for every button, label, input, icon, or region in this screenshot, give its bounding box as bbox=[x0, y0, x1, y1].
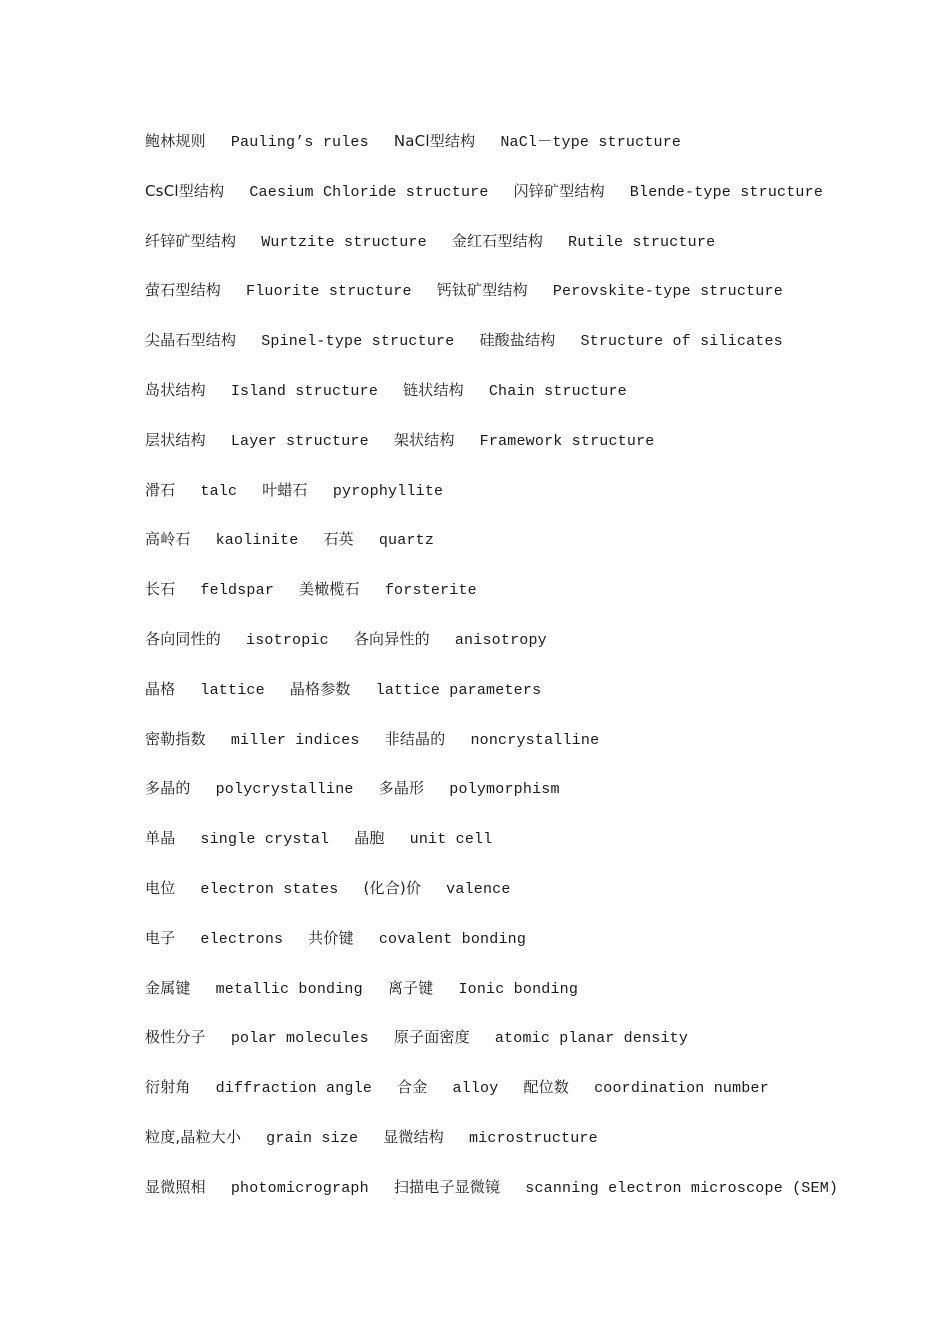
chinese-term: 各向同性的 bbox=[145, 629, 222, 648]
english-term: Chain structure bbox=[488, 382, 627, 400]
chinese-term: 链状结构 bbox=[403, 380, 464, 399]
chinese-term: 显微结构 bbox=[383, 1127, 444, 1146]
chinese-term: 美橄榄石 bbox=[299, 580, 360, 599]
glossary-line bbox=[145, 327, 835, 377]
chinese-term: 多晶的 bbox=[145, 779, 191, 798]
chinese-term: 晶格 bbox=[145, 679, 176, 698]
glossary-line bbox=[145, 1024, 835, 1074]
english-term: miller indices bbox=[230, 731, 360, 749]
english-term: grain size bbox=[266, 1129, 359, 1147]
english-term: polycrystalline bbox=[215, 781, 354, 799]
english-term: Spinel-type structure bbox=[261, 333, 455, 351]
english-term: talc bbox=[200, 482, 238, 500]
english-term: feldspar bbox=[200, 582, 275, 600]
glossary-line bbox=[145, 1174, 839, 1224]
glossary-line bbox=[145, 477, 835, 527]
chinese-term: 晶胞 bbox=[354, 829, 385, 848]
glossary-line bbox=[145, 178, 835, 228]
chinese-term: 扫描电子显微镜 bbox=[393, 1177, 501, 1196]
english-term: Blende-type structure bbox=[629, 183, 824, 201]
chinese-term: 闪锌矿型结构 bbox=[513, 181, 605, 200]
english-term: Caesium Chloride structure bbox=[249, 183, 489, 201]
chinese-term: 衍射角 bbox=[145, 1078, 191, 1097]
english-term: pyrophyllite bbox=[332, 482, 444, 500]
english-term: Structure of silicates bbox=[580, 333, 783, 351]
english-term: Perovskite-type structure bbox=[552, 283, 783, 301]
english-term: quartz bbox=[378, 532, 435, 550]
english-term: electrons bbox=[200, 930, 284, 948]
english-term: atomic planar density bbox=[494, 1030, 689, 1048]
english-term: polymorphism bbox=[449, 781, 560, 799]
english-term: diffraction angle bbox=[215, 1080, 373, 1098]
chinese-term: NaCl型结构 bbox=[393, 132, 476, 150]
glossary-line bbox=[145, 1124, 835, 1174]
chinese-term: 长石 bbox=[145, 580, 176, 599]
glossary-line bbox=[145, 626, 835, 676]
english-term: Fluorite structure bbox=[246, 283, 412, 301]
english-term: photomicrograph bbox=[230, 1179, 369, 1197]
chinese-term: 滑石 bbox=[145, 480, 176, 499]
english-term: covalent bonding bbox=[378, 930, 527, 948]
chinese-term: 电子 bbox=[145, 928, 176, 947]
glossary-line bbox=[145, 875, 835, 925]
english-term: unit cell bbox=[409, 831, 493, 849]
glossary-line bbox=[145, 576, 835, 626]
glossary-line bbox=[145, 775, 835, 825]
chinese-term: 非结晶的 bbox=[384, 729, 446, 748]
chinese-term: 高岭石 bbox=[145, 530, 191, 549]
chinese-term: 多晶形 bbox=[378, 779, 425, 798]
chinese-term: 晶格参数 bbox=[289, 679, 351, 698]
chinese-term: 金属键 bbox=[145, 978, 191, 997]
chinese-term: 钙钛矿型结构 bbox=[436, 281, 528, 300]
glossary-line bbox=[145, 676, 835, 726]
chinese-term: 萤石型结构 bbox=[145, 281, 222, 300]
english-term: polar molecules bbox=[230, 1030, 369, 1048]
english-term: lattice parameters bbox=[375, 681, 542, 699]
glossary-line bbox=[145, 825, 835, 875]
english-term: isotropic bbox=[246, 631, 329, 649]
glossary-line bbox=[145, 925, 835, 975]
chinese-term: (化合)价 bbox=[363, 878, 422, 897]
english-term: Wurtzite structure bbox=[261, 233, 427, 251]
chinese-term: 石英 bbox=[323, 530, 354, 549]
english-term: scanning electron microscope (SEM) bbox=[525, 1179, 839, 1197]
chinese-term: 各向异性的 bbox=[353, 629, 430, 648]
english-term: forsterite bbox=[384, 582, 477, 600]
glossary-line bbox=[145, 1074, 835, 1124]
chinese-term: 密勒指数 bbox=[145, 729, 206, 748]
english-term: Framework structure bbox=[479, 432, 655, 450]
glossary-line bbox=[145, 427, 835, 477]
english-term: anisotropy bbox=[454, 631, 547, 649]
chinese-term: 架状结构 bbox=[393, 430, 455, 449]
english-term: lattice bbox=[200, 681, 265, 699]
english-term: Pauling’s rules bbox=[230, 134, 369, 151]
glossary-line bbox=[145, 128, 835, 178]
chinese-term: 尖晶石型结构 bbox=[145, 331, 237, 350]
english-term: kaolinite bbox=[215, 532, 299, 550]
chinese-term: CsCl型结构 bbox=[145, 181, 225, 200]
english-term: Island structure bbox=[230, 382, 379, 400]
english-term: alloy bbox=[452, 1080, 499, 1098]
english-term: noncrystalline bbox=[470, 731, 600, 749]
chinese-term: 极性分子 bbox=[145, 1028, 206, 1047]
english-term: microstructure bbox=[469, 1129, 598, 1147]
chinese-term: 离子键 bbox=[387, 978, 434, 997]
english-term: single crystal bbox=[200, 831, 330, 849]
chinese-term: 叶蜡石 bbox=[262, 480, 308, 499]
chinese-term: 金红石型结构 bbox=[451, 231, 544, 250]
english-term: NaCl－type structure bbox=[500, 134, 682, 151]
chinese-term: 合金 bbox=[397, 1078, 428, 1097]
english-term: Rutile structure bbox=[568, 233, 716, 251]
chinese-term: 电位 bbox=[145, 878, 176, 897]
english-term: metallic bonding bbox=[215, 980, 363, 998]
glossary-list bbox=[145, 128, 839, 1224]
glossary-line bbox=[145, 277, 835, 327]
chinese-term: 共价键 bbox=[308, 928, 354, 947]
english-term: electron states bbox=[200, 880, 339, 898]
chinese-term: 显微照相 bbox=[145, 1177, 206, 1196]
chinese-term: 岛状结构 bbox=[145, 380, 206, 399]
chinese-term: 原子面密度 bbox=[393, 1028, 470, 1047]
chinese-term: 单晶 bbox=[145, 829, 176, 848]
chinese-term: 层状结构 bbox=[145, 430, 206, 449]
glossary-line bbox=[145, 975, 835, 1025]
english-term: valence bbox=[446, 880, 511, 898]
glossary-line bbox=[145, 377, 835, 427]
english-term: Layer structure bbox=[230, 432, 369, 450]
chinese-term: 配位数 bbox=[523, 1078, 570, 1097]
glossary-line bbox=[145, 228, 835, 278]
chinese-term: 鲍林规则 bbox=[145, 132, 206, 150]
glossary-line bbox=[145, 526, 835, 576]
chinese-term: 粒度,晶粒大小 bbox=[145, 1127, 242, 1146]
chinese-term: 纤锌矿型结构 bbox=[145, 231, 237, 250]
english-term: Ionic bonding bbox=[458, 980, 579, 998]
glossary-line bbox=[145, 726, 835, 776]
chinese-term: 硅酸盐结构 bbox=[479, 331, 556, 350]
english-term: coordination number bbox=[594, 1080, 769, 1098]
